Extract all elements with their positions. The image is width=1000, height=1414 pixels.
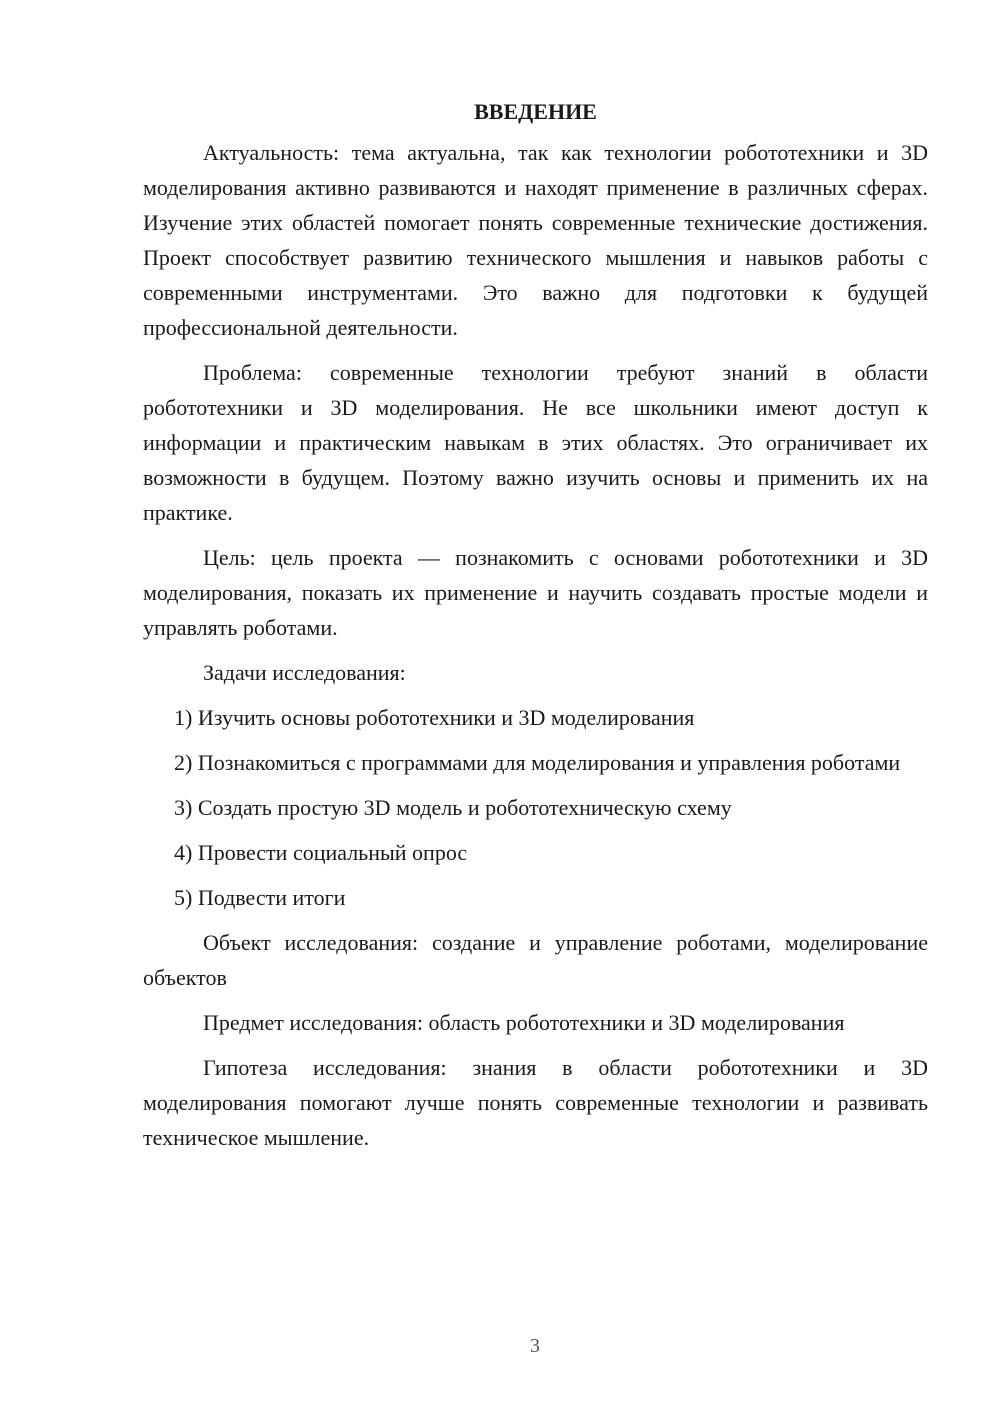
page-number: 3	[530, 1335, 540, 1357]
tasks-heading: Задачи исследования:	[203, 660, 406, 685]
object-paragraph: Объект исследования: создание и управление роботами, моделирование объектов	[143, 930, 928, 990]
task-item-4: 4) Провести социальный опрос	[174, 840, 468, 865]
page-title: ВВЕДЕНИЕ	[474, 99, 597, 124]
relevance-paragraph: Актуальность: тема актуальна, так как технологии робототехники и 3D моделирования активно развиваются и находят применение в различных сферах. Изучение этих областей помогает понять современные технические достижения. Проект способствует развитию технического мышления и навыков работы с современными инструментами. Это важно для подготовки к будущей профессиональной деятельности.	[143, 140, 928, 340]
document-page	[143, 94, 928, 1165]
task-item-5: 5) Подвести итоги	[174, 885, 346, 910]
goal-paragraph: Цель: цель проекта — познакомить с основами робототехники и 3D моделирования, показать их применение и научить создавать простые модели и управлять роботами.	[143, 545, 928, 640]
task-item-1: 1) Изучить основы робототехники и 3D моделирования	[174, 705, 695, 730]
task-item-3: 3) Создать простую 3D модель и робототехническую схему	[174, 795, 732, 820]
hypothesis-paragraph: Гипотеза исследования: знания в области робототехники и 3D моделирования помогают лучше понять современные технологии и развивать техническое мышление.	[143, 1055, 928, 1150]
subject-paragraph: Предмет исследования: область робототехники и 3D моделирования	[203, 1010, 845, 1035]
task-item-2: 2) Познакомиться с программами для моделирования и управления роботами	[174, 750, 901, 775]
problem-paragraph: Проблема: современные технологии требуют знаний в области робототехники и 3D моделирования. Не все школьники имеют доступ к информации и практическим навыкам в этих областях. Это ограничивает их возможности в будущем. Поэтому важно изучить основы и применить их на практике.	[143, 360, 928, 525]
